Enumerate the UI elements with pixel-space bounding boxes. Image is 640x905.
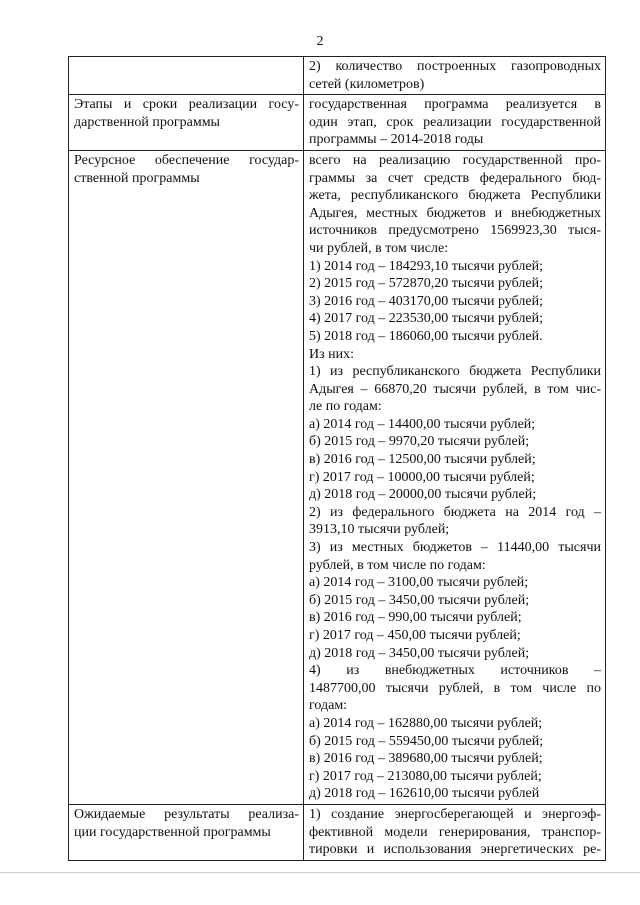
value-line: Из них:: [309, 346, 355, 362]
value-line: б) 2015 год – 559450,00 тысячи рублей;: [309, 733, 544, 749]
value-line: Адыгея – 66870,20 тысячи рублей, в том чис-: [309, 381, 601, 397]
value-line: 2) 2015 год – 572870,20 тысячи рублей;: [309, 276, 543, 292]
value-line: 1) создание энергосберегающей и энергоэф-: [309, 806, 601, 822]
value-line: 2) количество построенных газопроводных: [309, 59, 601, 74]
value-line: чи рублей, в том числе:: [309, 240, 449, 256]
value-line: граммы за счет средств федерального бюд-: [309, 170, 601, 186]
table-row: [69, 150, 606, 804]
label-line: Ресурсное обеспечение государ-: [74, 152, 299, 168]
value-line: жета, республиканского бюджета Республики: [309, 188, 601, 204]
value-line: в) 2016 год – 990,00 тысячи рублей;: [309, 610, 522, 626]
value-line: годам:: [309, 698, 348, 714]
value-line: рублей, в том числе по годам:: [309, 557, 486, 573]
row-label-cell: [69, 804, 304, 860]
value-line: программы – 2014-2018 годы: [309, 132, 484, 148]
value-line: г) 2017 год – 450,00 тысячи рублей;: [309, 628, 521, 643]
value-line: д) 2018 год – 20000,00 тысячи рублей;: [309, 487, 537, 503]
value-line: сетей (километров): [309, 76, 425, 92]
value-line: 4) из внебюджетных источников –: [309, 663, 601, 679]
row-label-cell: [69, 95, 304, 151]
table-row: [69, 95, 606, 151]
page-number: 2: [316, 34, 324, 49]
value-line: г) 2017 год – 10000,00 тысячи рублей;: [309, 469, 535, 485]
value-line: д) 2018 год – 162610,00 тысячи рублей: [309, 786, 540, 802]
page-bottom-divider: [0, 872, 640, 873]
label-line: Этапы и сроки реализации госу-: [74, 97, 299, 113]
label-line: Ожидаемые результаты реализа-: [74, 806, 299, 822]
value-line: 5) 2018 год – 186060,00 тысячи рублей.: [309, 328, 543, 344]
value-line: Адыгея, местных бюджетов и внебюджетных: [309, 205, 601, 221]
value-line: а) 2014 год – 14400,00 тысячи рублей;: [309, 416, 536, 432]
value-line: ле по годам:: [309, 399, 382, 415]
row-value-cell: [304, 95, 606, 151]
value-line: один этап, срок реализации государственной: [309, 114, 601, 130]
row-label-cell: [69, 150, 304, 804]
label-line: ственной программы: [74, 170, 200, 186]
value-line: б) 2015 год – 3450,00 тысячи рублей;: [309, 592, 530, 608]
value-line: 1) 2014 год – 184293,10 тысячи рублей;: [309, 258, 543, 274]
value-line: 1) из республиканского бюджета Республики: [309, 364, 601, 380]
row-value-cell: [304, 150, 606, 804]
value-line: тировки и использования энергетических ре-: [309, 842, 601, 858]
value-line: 3) из местных бюджетов – 11440,00 тысячи: [309, 540, 601, 556]
value-line: д) 2018 год – 3450,00 тысячи рублей;: [309, 645, 530, 661]
value-line: 3913,10 тысячи рублей;: [309, 522, 450, 538]
value-line: 2) из федерального бюджета на 2014 год –: [309, 504, 601, 520]
row-value-cell: [304, 57, 606, 95]
row-label-cell: [69, 57, 304, 95]
row-value-cell: [304, 804, 606, 860]
value-line: источников предусмотрено 1569923,30 тыся-: [309, 223, 601, 239]
value-line: а) 2014 год – 162880,00 тысячи рублей;: [309, 715, 543, 731]
value-line: государственная программа реализуется в: [309, 97, 601, 113]
value-line: фективной модели генерирования, транспор-: [309, 824, 601, 840]
table-row: [69, 804, 606, 860]
value-line: всего на реализацию государственной про-: [309, 152, 601, 168]
value-line: 3) 2016 год – 403170,00 тысячи рублей;: [309, 293, 543, 309]
program-passport-table: [68, 56, 606, 861]
value-line: 4) 2017 год – 223530,00 тысячи рублей;: [309, 311, 543, 327]
value-line: б) 2015 год – 9970,20 тысячи рублей;: [309, 434, 530, 450]
value-line: г) 2017 год – 213080,00 тысячи рублей;: [309, 768, 542, 784]
value-line: в) 2016 год – 12500,00 тысячи рублей;: [309, 452, 536, 468]
label-line: дарственной программы: [74, 114, 220, 130]
value-line: а) 2014 год – 3100,00 тысячи рублей;: [309, 575, 529, 591]
table-row: [69, 57, 606, 95]
value-line: 1487700,00 тысячи рублей, в том числе по: [309, 680, 601, 696]
label-line: ции государственной программы: [74, 824, 271, 840]
value-line: в) 2016 год – 389680,00 тысячи рублей;: [309, 751, 543, 767]
